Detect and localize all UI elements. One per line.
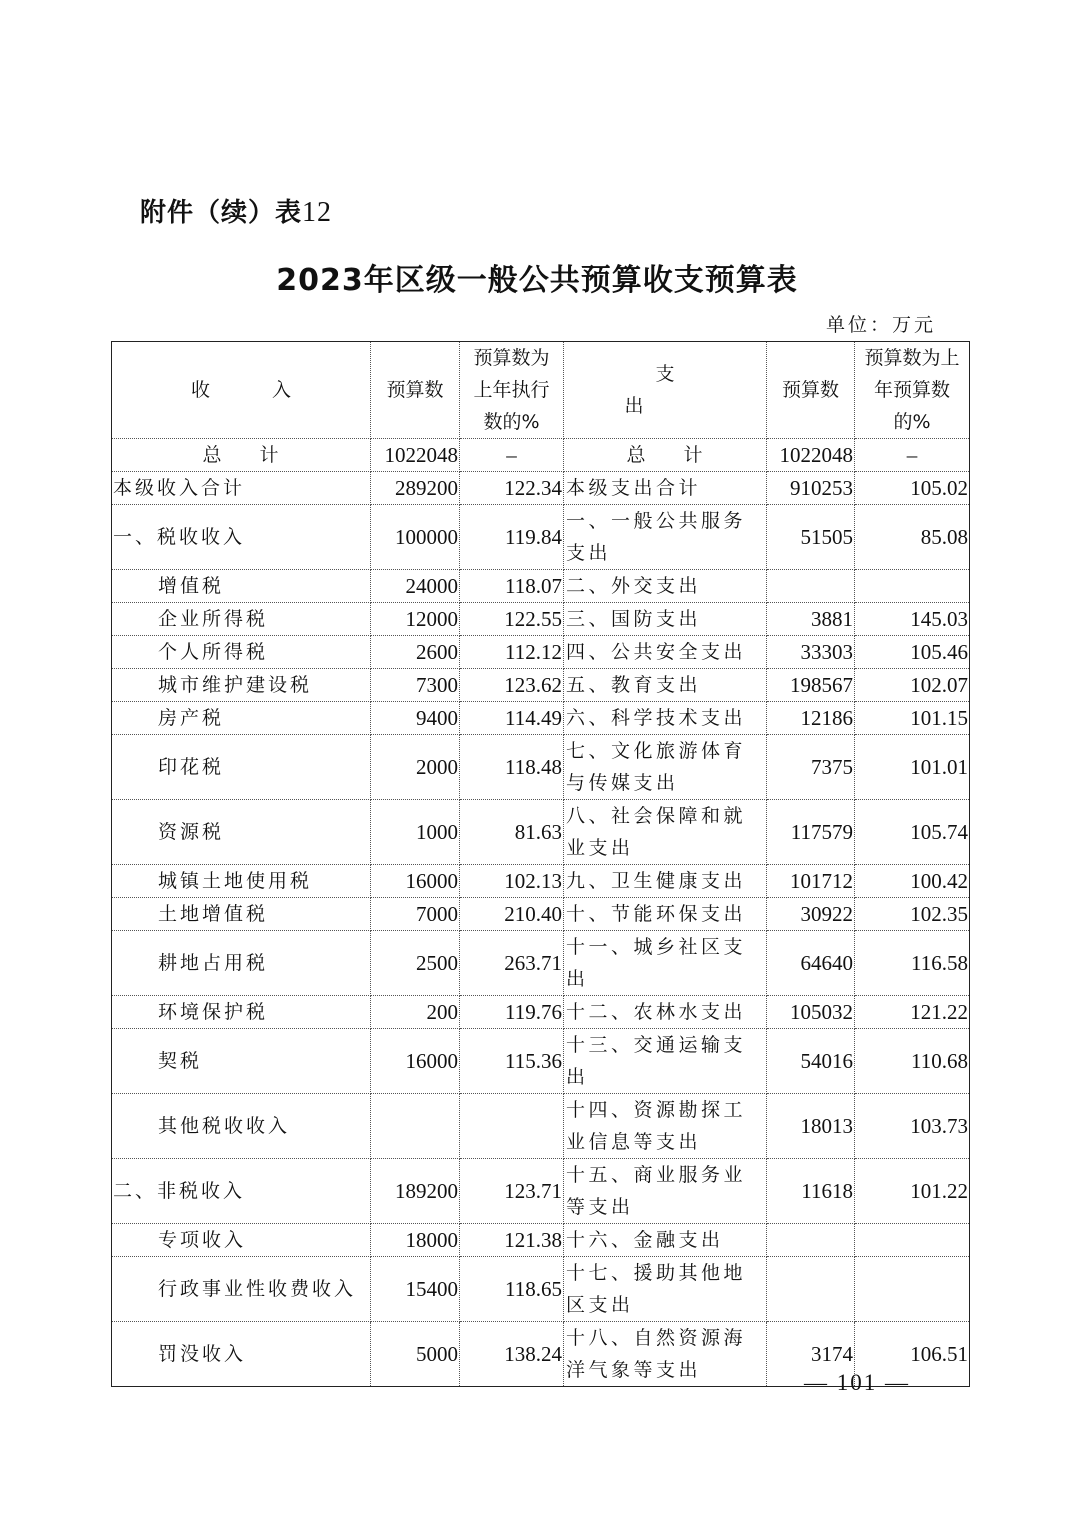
income-pct-cell: 119.76 — [460, 996, 564, 1029]
table-row — [112, 1029, 970, 1094]
expense-pct-cell: 110.68 — [855, 1029, 970, 1094]
expense-cell: 六、科学技术支出 — [564, 702, 767, 735]
header-expense — [564, 342, 767, 439]
expense-cell: 本级支出合计 — [564, 472, 767, 505]
table-row — [112, 669, 970, 702]
income-cell: 其他税收收入 — [112, 1094, 371, 1159]
income-budget-cell: 16000 — [371, 1029, 460, 1094]
expense-pct-cell: 105.74 — [855, 800, 970, 865]
expense-pct-cell: – — [855, 439, 970, 472]
expense-budget-cell: 117579 — [767, 800, 855, 865]
expense-budget-cell: 64640 — [767, 931, 855, 996]
table-row — [112, 898, 970, 931]
income-budget-cell: 24000 — [371, 570, 460, 603]
income-pct-cell: 115.36 — [460, 1029, 564, 1094]
income-cell: 环境保护税 — [112, 996, 371, 1029]
table-row — [112, 735, 970, 800]
income-cell: 资源税 — [112, 800, 371, 865]
header-expense-text: 支出 — [624, 363, 737, 417]
income-budget-cell: 289200 — [371, 472, 460, 505]
table-row — [112, 472, 970, 505]
income-pct-cell: 102.13 — [460, 865, 564, 898]
page-number: — 101 — — [804, 1370, 910, 1395]
income-cell: 罚没收入 — [112, 1322, 371, 1387]
table-header-row — [112, 342, 970, 439]
expense-pct-cell — [855, 1257, 970, 1322]
budget-table — [111, 341, 970, 1387]
income-cell: 总计 — [112, 439, 371, 472]
income-cell: 城市维护建设税 — [112, 669, 371, 702]
expense-budget-cell — [767, 1257, 855, 1322]
expense-pct-cell: 101.15 — [855, 702, 970, 735]
expense-pct-cell: 101.22 — [855, 1159, 970, 1224]
expense-cell: 十三、交通运输支出 — [564, 1029, 767, 1094]
income-budget-cell: 16000 — [371, 865, 460, 898]
income-budget-cell: 9400 — [371, 702, 460, 735]
income-cell: 专项收入 — [112, 1224, 371, 1257]
expense-cell: 五、教育支出 — [564, 669, 767, 702]
income-budget-cell: 15400 — [371, 1257, 460, 1322]
expense-cell: 十八、自然资源海洋气象等支出 — [564, 1322, 767, 1387]
expense-budget-cell: 101712 — [767, 865, 855, 898]
expense-pct-cell: 85.08 — [855, 505, 970, 570]
income-pct-cell: 122.55 — [460, 603, 564, 636]
table-row — [112, 1224, 970, 1257]
expense-pct-cell: 103.73 — [855, 1094, 970, 1159]
expense-pct-cell: 102.07 — [855, 669, 970, 702]
income-pct-cell: 112.12 — [460, 636, 564, 669]
page-title: 2023年区级一般公共预算收支预算表 — [276, 263, 798, 298]
income-budget-cell: 189200 — [371, 1159, 460, 1224]
income-cell: 二、非税收入 — [112, 1159, 371, 1224]
expense-pct-cell — [855, 1224, 970, 1257]
expense-pct-cell: 145.03 — [855, 603, 970, 636]
expense-budget-cell: 1022048 — [767, 439, 855, 472]
income-cell: 土地增值税 — [112, 898, 371, 931]
table-row — [112, 800, 970, 865]
table-row — [112, 1257, 970, 1322]
attachment-label-text: 附件（续）表 — [140, 198, 303, 228]
expense-cell: 十七、援助其他地区支出 — [564, 1257, 767, 1322]
table-row — [112, 1159, 970, 1224]
income-cell: 一、税收收入 — [112, 505, 371, 570]
table-row — [112, 636, 970, 669]
expense-cell: 总计 — [564, 439, 767, 472]
expense-budget-cell: 7375 — [767, 735, 855, 800]
income-pct-cell: – — [460, 439, 564, 472]
expense-pct-cell: 106.51 — [855, 1322, 970, 1387]
table-row — [112, 505, 970, 570]
header-income — [112, 342, 371, 439]
income-pct-cell: 118.65 — [460, 1257, 564, 1322]
expense-budget-cell: 33303 — [767, 636, 855, 669]
expense-cell: 八、社会保障和就业支出 — [564, 800, 767, 865]
expense-pct-cell: 105.02 — [855, 472, 970, 505]
expense-cell: 二、外交支出 — [564, 570, 767, 603]
expense-budget-cell: 54016 — [767, 1029, 855, 1094]
expense-pct-cell: 105.46 — [855, 636, 970, 669]
expense-budget-cell: 198567 — [767, 669, 855, 702]
expense-cell: 三、国防支出 — [564, 603, 767, 636]
income-budget-cell: 100000 — [371, 505, 460, 570]
expense-cell: 十、节能环保支出 — [564, 898, 767, 931]
unit-label: 单位：万元 — [825, 314, 936, 336]
income-pct-cell: 138.24 — [460, 1322, 564, 1387]
income-budget-cell — [371, 1094, 460, 1159]
attachment-number: 12 — [302, 197, 333, 228]
expense-budget-cell: 12186 — [767, 702, 855, 735]
table-row — [112, 996, 970, 1029]
income-budget-cell: 1022048 — [371, 439, 460, 472]
income-cell: 印花税 — [112, 735, 371, 800]
income-cell: 城镇土地使用税 — [112, 865, 371, 898]
expense-pct-cell: 121.22 — [855, 996, 970, 1029]
expense-budget-cell: 3174 — [767, 1322, 855, 1387]
expense-cell: 十六、金融支出 — [564, 1224, 767, 1257]
expense-cell: 七、文化旅游体育与传媒支出 — [564, 735, 767, 800]
income-pct-cell: 123.71 — [460, 1159, 564, 1224]
income-pct-cell: 121.38 — [460, 1224, 564, 1257]
table-row — [112, 931, 970, 996]
expense-pct-cell: 116.58 — [855, 931, 970, 996]
expense-budget-cell: 11618 — [767, 1159, 855, 1224]
income-budget-cell: 1000 — [371, 800, 460, 865]
income-budget-cell: 7000 — [371, 898, 460, 931]
income-pct-cell: 118.48 — [460, 735, 564, 800]
expense-cell: 十五、商业服务业等支出 — [564, 1159, 767, 1224]
header-expense-budget: 预算数 — [767, 342, 855, 439]
income-cell: 房产税 — [112, 702, 371, 735]
expense-pct-cell — [855, 570, 970, 603]
header-income-pct: 预算数为上年执行数的% — [460, 342, 564, 439]
attachment-label — [140, 192, 332, 229]
expense-budget-cell: 3881 — [767, 603, 855, 636]
income-budget-cell: 5000 — [371, 1322, 460, 1387]
income-budget-cell: 12000 — [371, 603, 460, 636]
expense-cell: 四、公共安全支出 — [564, 636, 767, 669]
table-row — [112, 865, 970, 898]
income-cell: 契税 — [112, 1029, 371, 1094]
expense-cell: 一、一般公共服务支出 — [564, 505, 767, 570]
income-pct-cell: 118.07 — [460, 570, 564, 603]
header-expense-pct: 预算数为上年预算数的% — [855, 342, 970, 439]
header-income-text: 收入 — [190, 379, 353, 401]
income-pct-cell: 119.84 — [460, 505, 564, 570]
table-body — [112, 439, 970, 1387]
header-income-budget: 预算数 — [371, 342, 460, 439]
income-pct-cell: 210.40 — [460, 898, 564, 931]
income-budget-cell: 2000 — [371, 735, 460, 800]
expense-pct-cell: 100.42 — [855, 865, 970, 898]
expense-budget-cell: 30922 — [767, 898, 855, 931]
income-pct-cell: 114.49 — [460, 702, 564, 735]
income-cell: 本级收入合计 — [112, 472, 371, 505]
income-budget-cell: 7300 — [371, 669, 460, 702]
expense-pct-cell: 101.01 — [855, 735, 970, 800]
table-row — [112, 702, 970, 735]
expense-cell: 十一、城乡社区支出 — [564, 931, 767, 996]
income-budget-cell: 18000 — [371, 1224, 460, 1257]
expense-pct-cell: 102.35 — [855, 898, 970, 931]
income-pct-cell — [460, 1094, 564, 1159]
income-cell: 企业所得税 — [112, 603, 371, 636]
expense-budget-cell: 18013 — [767, 1094, 855, 1159]
table-row — [112, 1094, 970, 1159]
expense-cell: 十二、农林水支出 — [564, 996, 767, 1029]
income-cell: 增值税 — [112, 570, 371, 603]
expense-cell: 九、卫生健康支出 — [564, 865, 767, 898]
expense-budget-cell — [767, 570, 855, 603]
income-cell: 个人所得税 — [112, 636, 371, 669]
expense-budget-cell: 51505 — [767, 505, 855, 570]
income-pct-cell: 122.34 — [460, 472, 564, 505]
income-cell: 行政事业性收费收入 — [112, 1257, 371, 1322]
table-row — [112, 570, 970, 603]
income-cell: 耕地占用税 — [112, 931, 371, 996]
table-row — [112, 439, 970, 472]
income-pct-cell: 81.63 — [460, 800, 564, 865]
income-pct-cell: 123.62 — [460, 669, 564, 702]
income-budget-cell: 200 — [371, 996, 460, 1029]
income-pct-cell: 263.71 — [460, 931, 564, 996]
expense-cell: 十四、资源勘探工业信息等支出 — [564, 1094, 767, 1159]
expense-budget-cell: 105032 — [767, 996, 855, 1029]
table-row — [112, 603, 970, 636]
expense-budget-cell — [767, 1224, 855, 1257]
expense-budget-cell: 910253 — [767, 472, 855, 505]
income-budget-cell: 2600 — [371, 636, 460, 669]
income-budget-cell: 2500 — [371, 931, 460, 996]
